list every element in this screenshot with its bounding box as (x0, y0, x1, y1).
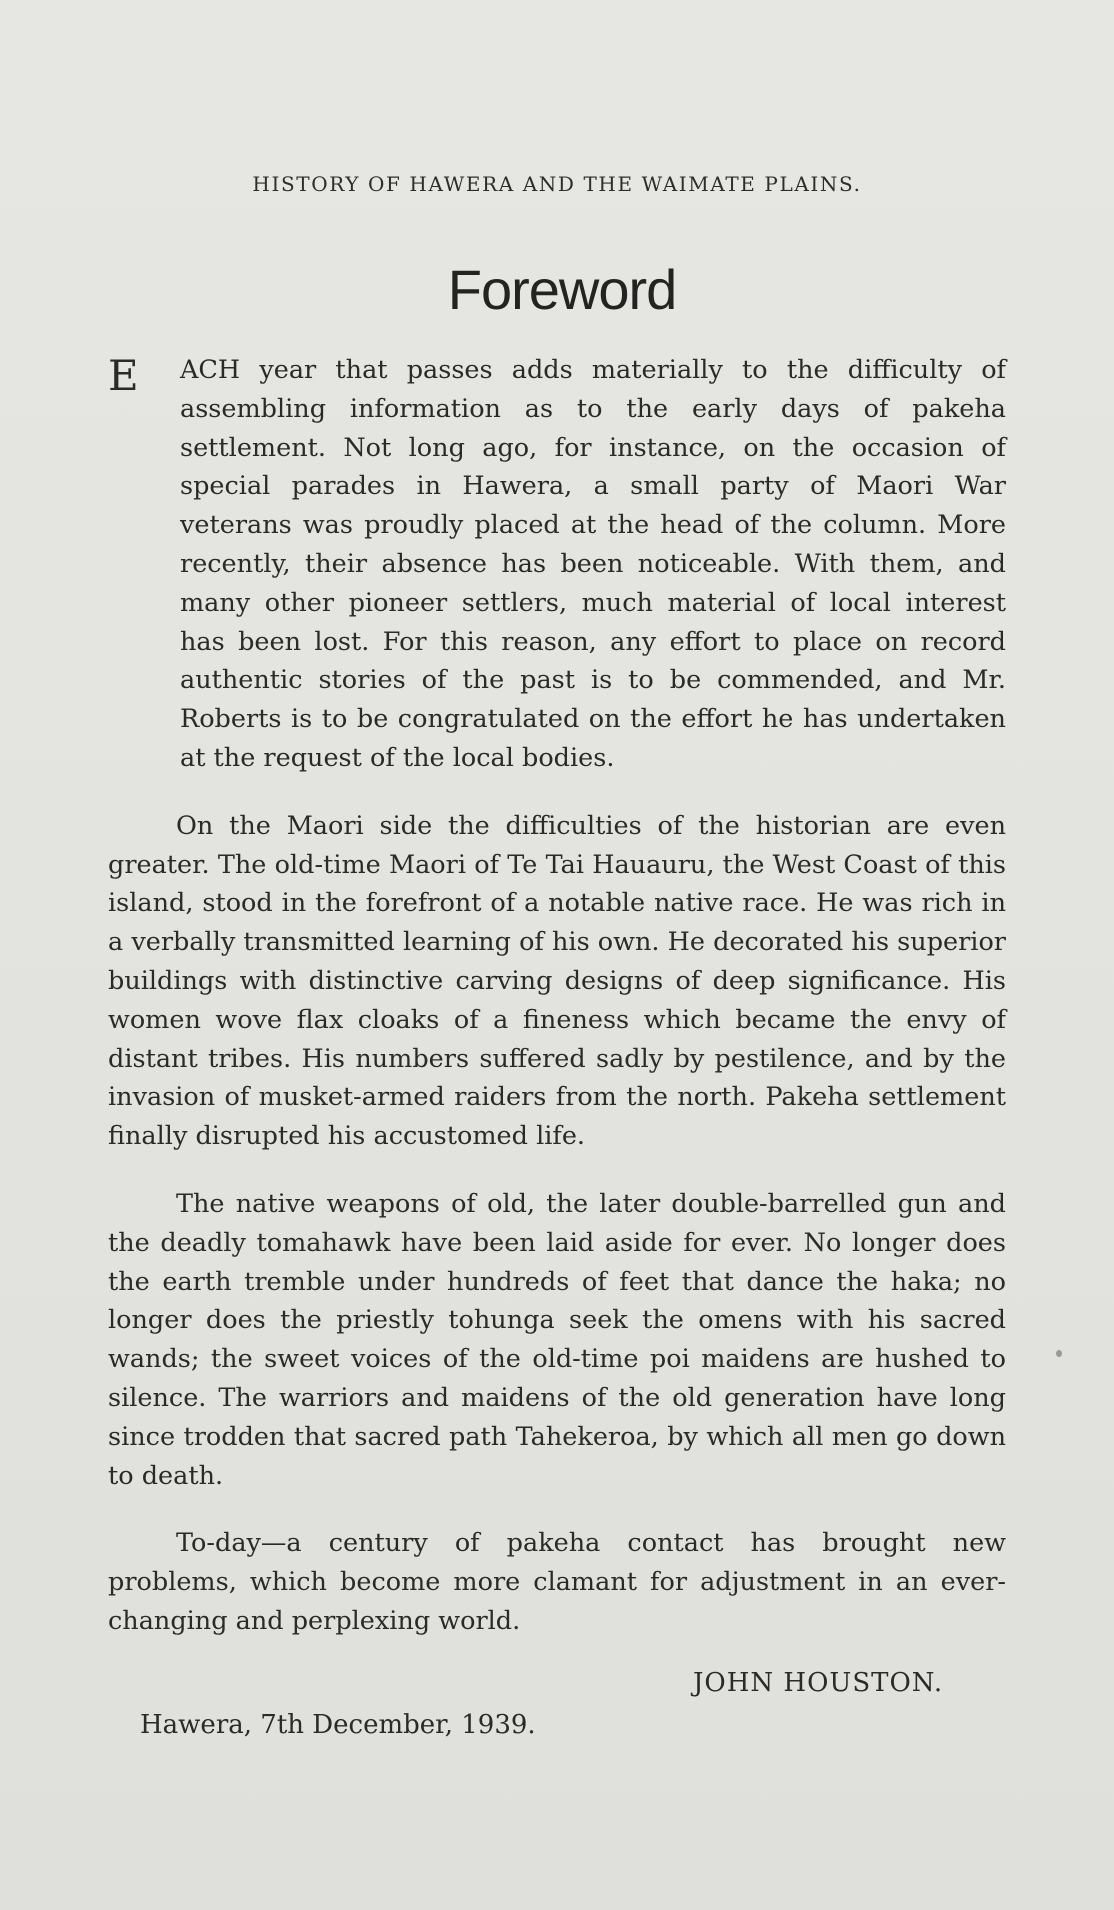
paragraph-1-text: ACH year that passes adds materially to the difficulty of assembling information as to the early days of pakeha settlement. Not long ago, for instance, on the occasion of special parades in Hawera, a small party of Maori War veterans was proudly placed at the head of the column. More recently, their absence has been noticeable. With them, and many other pioneer settlers, much material of local interest has been lost. For this reason, any effort to place on record authentic stories of the past is to be commended, and Mr. Roberts is to be congratulated on the effort he has undertaken at the request of the local bodies. (180, 355, 1006, 773)
drop-cap: E (108, 351, 139, 400)
foreword-body (108, 351, 1006, 1670)
paragraph-4: To-day—a century of pakeha contact has brought new problems, which become more clamant for adjustment in an ever-changing and perplexing world. (108, 1528, 1006, 1636)
paper-speck (1056, 1350, 1062, 1357)
page-title: Foreword (447, 258, 677, 321)
paragraph-3: The native weapons of old, the later double-barrelled gun and the deadly tomahawk have been laid aside for ever. No longer does the earth tremble under hundreds of feet that dance the haka; no longer does the priestly tohunga seek the omens with his sacred wands; the sweet voices of the old-time poi maidens are hushed to silence. The warriors and maidens of the old generation have long since trodden that sacred path Tahekeroa, by which all men go down to death. (108, 1188, 1006, 1491)
running-head: HISTORY OF HAWERA AND THE WAIMATE PLAINS. (252, 172, 862, 196)
dateline: Hawera, 7th December, 1939. (140, 1710, 536, 1740)
paragraph-1 (108, 351, 1006, 778)
paragraph-2: On the Maori side the difficulties of the historian are even greater. The old-time Maori of Te Tai Hauauru, the West Coast of this island, stood in the forefront of a notable native race. He was rich in a verbally transmitted learning of his own. He decorated his superior buildings with distinctive carving designs of deep significance. His women wove flax cloaks of a fineness which became the envy of distant tribes. His numbers suffered sadly by pestilence, and by the invasion of musket-armed raiders from the north. Pakeha settlement finally disrupted his accustomed life. (108, 810, 1006, 1152)
signature: JOHN HOUSTON. (693, 1668, 944, 1698)
